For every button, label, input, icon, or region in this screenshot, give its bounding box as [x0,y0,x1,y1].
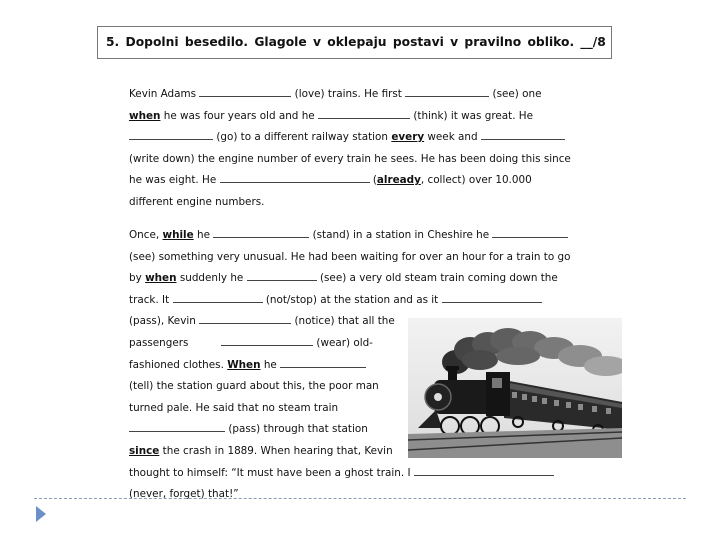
text-line: (see) something very unusual. He had been waiting for over an hour for a train to go [129,250,571,263]
answer-blank[interactable] [220,172,370,183]
text-span: thought to himself: “It must have been a ghost train. I [129,466,411,479]
footer-divider [34,498,686,499]
text-line [129,170,589,192]
text-line [129,355,399,377]
text-span: (see) one [492,88,542,100]
text-span: week and [427,131,478,144]
text-line [129,106,589,128]
answer-blank[interactable] [199,86,291,97]
text-line: turned pale. He said that no steam train [129,401,339,414]
text-span: (stand) in a station in Cheshire he [312,229,490,241]
text-line: different engine numbers. [129,195,265,208]
answer-blank[interactable] [247,270,317,281]
steam-train-image [408,318,622,458]
text-span: (notice) that all the [294,315,395,328]
text-line [129,419,399,441]
text-line [129,290,589,312]
text-line [129,333,399,355]
answer-blank[interactable] [318,108,410,119]
text-line [129,225,589,247]
text-span: passengers [129,336,189,349]
text-span: (wear) old- [316,336,373,349]
text-span: (see) a very old steam train coming down the [319,272,558,285]
exercise-title: 5. Dopolni besedilo. Glagole v oklepaju postavi v pravilno obliko. __/8 [97,26,612,59]
text-span: he was four years old and he [163,109,315,122]
text-span: he [263,358,277,371]
text-span: , collect) over 10.000 [420,174,532,187]
text-span: Kevin Adams [129,88,197,100]
paragraph-1 [129,84,589,214]
keyword: when [145,272,177,285]
keyword: every [391,131,425,144]
text-span: (think) it was great. He [413,109,534,122]
text-span: (love) trains. He first [294,88,402,100]
answer-blank[interactable] [405,86,489,97]
text-span: (go) to a different railway station [216,131,389,144]
answer-blank[interactable] [221,335,313,346]
keyword: while [162,229,194,241]
answer-blank[interactable] [199,313,291,324]
text-span: by [129,272,142,285]
keyword: since [129,444,160,457]
text-span: he was eight. He [129,174,217,187]
text-span: track. It [129,293,170,306]
text-span: (pass) through that station [228,423,368,436]
answer-blank[interactable] [481,129,565,140]
text-line: (write down) the engine number of every train he sees. He has been doing this since [129,152,571,165]
answer-blank[interactable] [129,421,225,432]
answer-blank[interactable] [492,227,568,238]
text-line [129,311,399,333]
answer-blank[interactable] [173,292,263,303]
text-span: Once, [129,229,160,241]
keyword: When [227,358,261,371]
text-span: (pass), Kevin [129,315,196,328]
text-line [129,268,589,290]
answer-blank[interactable] [442,292,542,303]
slide-bullet-icon [36,506,46,522]
text-span: (not/stop) at the station and as it [265,293,439,306]
text-line: (never, forget) that!” [129,488,239,501]
text-line [129,463,589,485]
text-span: suddenly he [179,272,244,285]
answer-blank[interactable] [213,227,309,238]
keyword: already [376,174,421,187]
answer-blank[interactable] [414,465,554,476]
keyword: when [129,109,161,122]
text-line: (tell) the station guard about this, the poor man [129,380,379,393]
text-line [129,127,589,149]
text-span: the crash in 1889. When hearing that, Kevin [162,444,393,457]
text-line [129,84,589,106]
answer-blank[interactable] [129,129,213,140]
text-span: fashioned clothes. [129,358,224,371]
text-span: he [196,229,210,241]
text-span: ( [372,174,377,187]
answer-blank[interactable] [280,357,366,368]
